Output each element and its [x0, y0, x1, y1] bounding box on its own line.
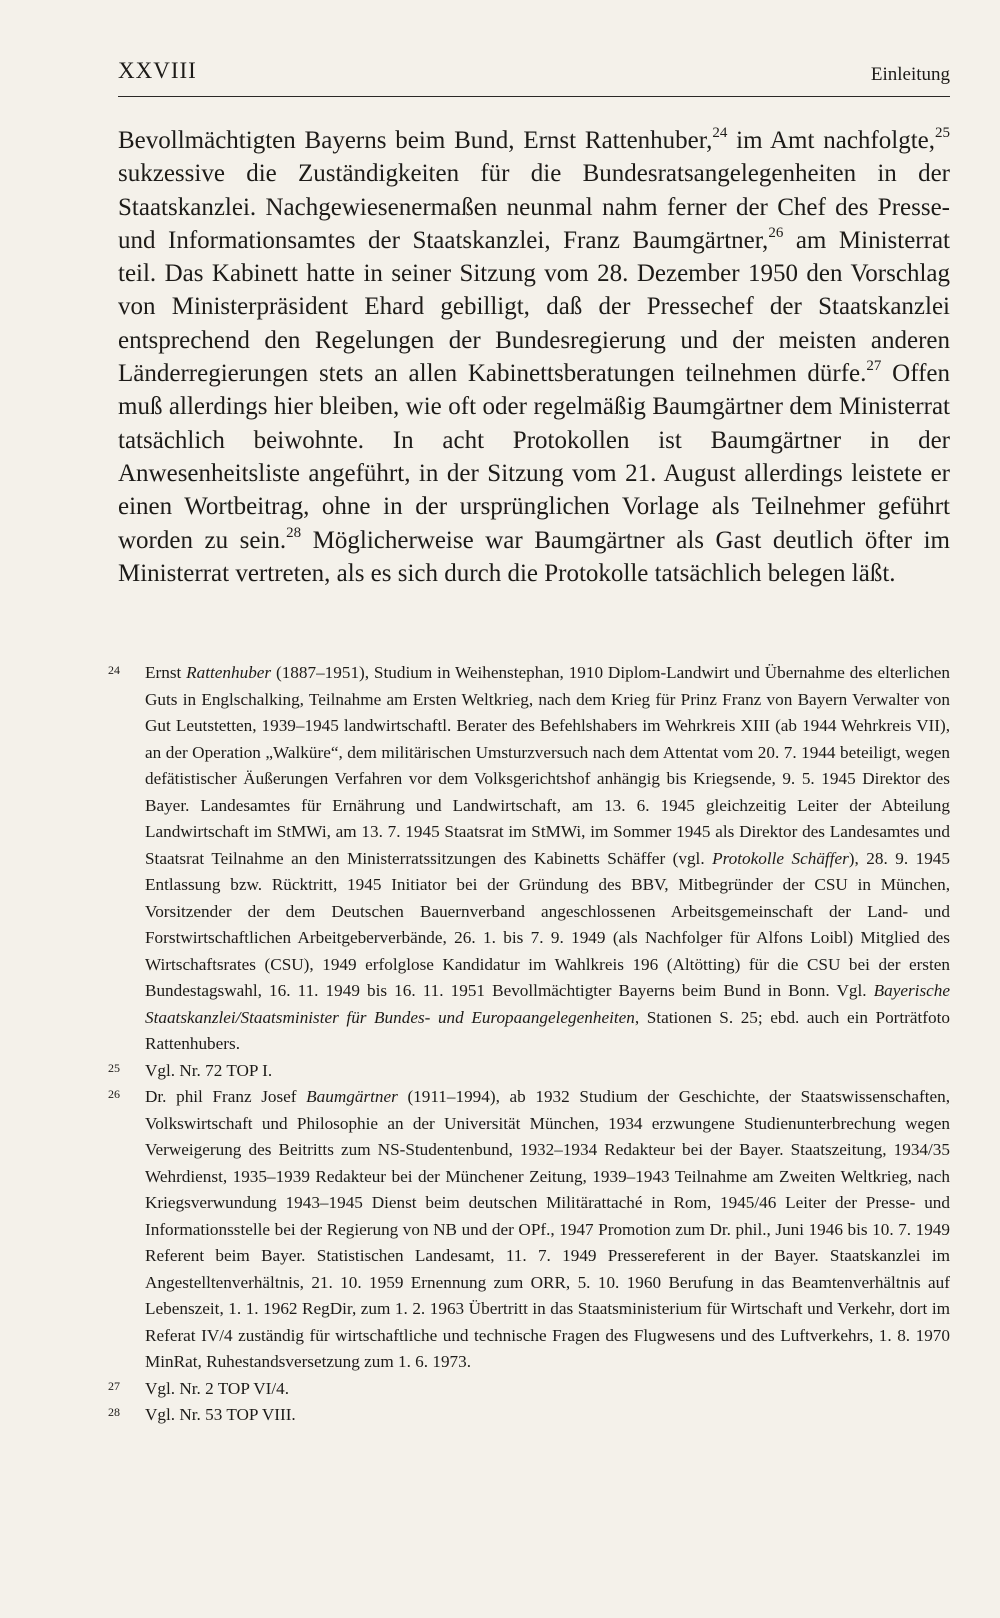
footnote-text: Vgl. Nr. 53 TOP VIII.	[145, 1405, 296, 1424]
footnote-28	[108, 1402, 950, 1429]
footnote-number: 26	[108, 1087, 120, 1101]
source-title: Bayerische Staatskanzlei/Staatsminister für Bundes- und Europaangelegenheiten	[145, 981, 950, 1027]
footnote-ref-24[interactable]: 24	[712, 124, 728, 141]
footnote-text: Ernst	[145, 663, 187, 682]
text-run: im Amt nachfolgte,	[727, 127, 935, 154]
footnote-text: ), 28. 9. 1945 Entlassung bzw. Rücktritt, 1945 Initiator bei der Gründung des BBV, Mitbegründer der CSU in München, Vorsitzender der dem Deutschen Bauernverband angeschlossenen Arbeitsgemeinschaft der Land- und Forstwirtschaftlichen Arbeitgeberverbände, 26. 1. bis 7. 9. 1949 (als Nachfolger für Alfons Loibl) Mitglied des Wirtschaftsrates (CSU), 1949 erfolglose Kandidatur im Wahlkreis 196 (Altötting) für die CSU bei der ersten Bundestagswahl, 16. 11. 1949 bis 16. 11. 1951 Bevollmächtigter Bayerns beim Bund in Bonn. Vgl.	[145, 848, 950, 1000]
footnote-number: 27	[108, 1378, 120, 1393]
footnote-ref-26[interactable]: 26	[768, 224, 784, 241]
footnote-number: 28	[108, 1405, 120, 1419]
footnote-text: Vgl. Nr. 72 TOP I.	[145, 1060, 273, 1080]
footnote-text: (1887–1951), Studium in Weihenstephan, 1910 Diplom-Landwirt und Übernahme des elterlichen Guts in Englschalking, Teilnahme am Ersten Weltkrieg, nach dem Krieg für Prinz Franz von Bayern Verwalter von Gut Leutstetten, 1939–1945 landwirtschaftl. Berater des Befehlshabers im Wehrkreis XIII (ab 1944 Wehrkreis VII), an der Operation „Walküre“, dem militärischen Umsturzversuch nach dem Attentat vom 20. 7. 1944 beteiligt, wegen defätistischer Äußerungen Verfahren vor dem Volksgerichtshof anhängig bis Kriegsende, 9. 5. 1945 Direktor des Bayer. Landesamtes für Ernährung und Landwirtschaft, am 13. 6. 1945 gleichzeitig Leiter der Abteilung Landwirtschaft im StMWi, am 13. 7. 1945 Staatsrat im StMWi, im Sommer 1945 als Direktor des Landesamtes und Staatsrat Teilnahme an den Ministerratssitzungen des Kabinetts Schäffer (vgl.	[145, 663, 951, 868]
main-text	[118, 124, 950, 590]
footnote-number: 24	[108, 663, 120, 677]
text-run: Offen muß allerdings hier bleiben, wie oft oder regelmäßig Baumgärtner dem Ministerrat tatsächlich beiwohnte. In acht Protokollen ist Baumgärtner in der Anwesenheitsliste angeführt, in der Sitzung vom 21. August allerdings leistete er einen Wortbeitrag, ohne in der ursprünglichen Vorlage als Teilnehmer geführt worden zu sein.	[118, 360, 950, 554]
footnote-27	[108, 1376, 950, 1403]
footnote-24	[108, 660, 951, 1058]
text-run: Möglicherweise war Baumgärtner als Gast deutlich öfter im Ministerrat vertreten, als es sich durch die Protokolle tatsächlich belegen läßt.	[118, 526, 950, 587]
body-paragraph	[118, 124, 950, 590]
footnotes	[108, 660, 951, 1429]
text-run: Bevollmächtigten Bayerns beim Bund, Ernst Rattenhuber,	[118, 127, 713, 154]
section-title: Einleitung	[870, 64, 950, 85]
footnote-number: 25	[108, 1060, 120, 1075]
text-run: sukzessive die Zuständigkeiten für die Bundesratsangelegenheiten in der Staatskanzlei. Nachgewiesenermaßen neunmal nahm ferner der Chef des Presse- und Informationsamtes der Staatskanzlei, Franz Baumgärtner,	[118, 160, 950, 254]
source-title: Protokolle Schäffer	[712, 848, 849, 868]
footnote-text: Vgl. Nr. 2 TOP VI/4.	[145, 1378, 290, 1398]
footnote-ref-27[interactable]: 27	[866, 357, 882, 374]
footnote-26	[108, 1084, 951, 1376]
text-run: am Ministerrat teil. Das Kabinett hatte in seiner Sitzung vom 28. Dezember 1950 den Vorschlag von Ministerpräsident Ehard gebilligt, daß der Pressechef der Staatskanzlei entsprechend den Regelungen der Bundesregierung und der meisten anderen Länderregierungen stets an allen Kabinettsberatungen teilnehmen dürfe.	[118, 226, 950, 388]
person-name: Baumgärtner	[306, 1087, 398, 1106]
footnote-text: , Stationen S. 25; ebd. auch ein Porträtfoto Rattenhubers.	[145, 1007, 950, 1053]
footnote-text: (1911–1994), ab 1932 Studium der Geschichte, der Staatswissenschaften, Volkswirtschaft und Philosophie an der Universität München, 1934 erzwungene Studienunterbrechung wegen Verweigerung des Beitritts zum NS-Studentenbund, 1932–1934 Redakteur bei der Bayer. Staatszeitung, 1934/35 Wehrdienst, 1935–1939 Redakteur bei der Münchener Zeitung, 1939–1943 Teilnahme am Zweiten Weltkrieg, nach Kriegsverwundung 1943–1945 Dienst beim deutschen Militärattaché in Rom, 1945/46 Leiter der Presse- und Informationsstelle bei der Regierung von NB und der OPf., 1947 Promotion zum Dr. phil., Juni 1946 bis 10. 7. 1949 Referent beim Bayer. Statistischen Landesamt, 11. 7. 1949 Pressereferent in der Bayer. Staatskanzlei im Angestelltenverhältnis, 21. 10. 1959 Ernennung zum ORR, 5. 10. 1960 Berufung in das Beamtenverhältnis auf Lebenszeit, 1. 1. 1962 RegDir, zum 1. 2. 1963 Übertritt in das Staatsministerium für Wirtschaft und Verkehr, dort im Referat IV/4 zuständig für wirtschaftliche und technische Fragen des Flugwesens und des Luftverkehrs, 1. 8. 1970 MinRat, Ruhestandsversetzung zum 1. 6. 1973.	[145, 1087, 951, 1371]
page-number: XXVIII	[118, 58, 197, 83]
footnote-ref-28[interactable]: 28	[286, 524, 302, 541]
footnote-text: Dr. phil Franz Josef	[145, 1087, 307, 1106]
running-header	[118, 56, 950, 97]
footnote-ref-25[interactable]: 25	[935, 124, 950, 141]
footnote-25	[108, 1058, 950, 1085]
person-name: Rattenhuber	[186, 663, 272, 682]
